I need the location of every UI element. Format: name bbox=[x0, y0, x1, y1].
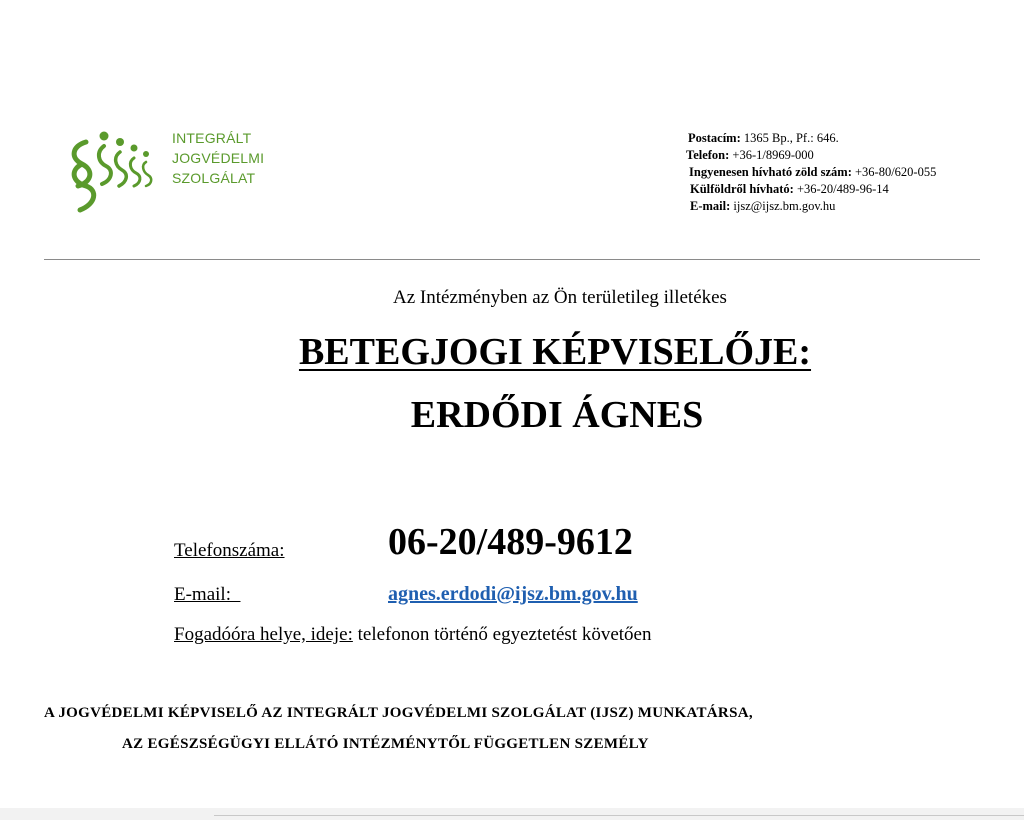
logo-text bbox=[172, 128, 264, 188]
phone-row bbox=[686, 147, 936, 164]
page-title: BETEGJOGI KÉPVISELŐJE: bbox=[298, 331, 812, 373]
notice-line-2: AZ EGÉSZSÉGÜGYI ELLÁTÓ INTÉZMÉNYTŐL FÜGGETLEN SZEMÉLY bbox=[122, 736, 649, 752]
logo-line: JOGVÉDELMI bbox=[172, 150, 265, 166]
email-address-label: E-mail: bbox=[174, 584, 241, 605]
abroad-row bbox=[686, 181, 936, 198]
email-value: ijsz@ijsz.bm.gov.hu bbox=[730, 199, 836, 213]
logo-line: INTEGRÁLT bbox=[172, 130, 252, 146]
email-link[interactable]: agnes.erdodi@ijsz.bm.gov.hu bbox=[388, 583, 638, 605]
page-bottom-line bbox=[214, 815, 1024, 816]
green-number-row bbox=[686, 164, 936, 181]
phone-label: Telefon: bbox=[686, 148, 730, 162]
header-divider bbox=[44, 259, 980, 260]
intro-text: Az Intézményben az Ön területileg illetékes bbox=[393, 287, 727, 308]
phone-number-value: 06-20/489-9612 bbox=[388, 521, 633, 563]
representative-name: ERDŐDI ÁGNES bbox=[410, 394, 704, 436]
green-number-label: Ingyenesen hívható zöld szám: bbox=[689, 165, 852, 179]
contact-block bbox=[686, 130, 936, 215]
office-hours-label: Fogadóóra helye, ideje: bbox=[174, 624, 353, 645]
logo-line: SZOLGÁLAT bbox=[172, 170, 256, 186]
ijsz-logo bbox=[64, 124, 264, 216]
email-row bbox=[686, 198, 936, 215]
abroad-value: +36-20/489-96-14 bbox=[793, 182, 889, 196]
notice-line-1: A JOGVÉDELMI KÉPVISELŐ AZ INTEGRÁLT JOGVÉDELMI SZOLGÁLAT (IJSZ) MUNKATÁRSA, bbox=[44, 705, 753, 721]
office-hours-value: telefonon történő egyeztetést követően bbox=[352, 624, 652, 645]
postal-row bbox=[686, 130, 936, 147]
email-label: E-mail: bbox=[690, 199, 731, 213]
phone-number-label: Telefonszáma: bbox=[174, 540, 285, 561]
green-number-value: +36-80/620-055 bbox=[851, 165, 937, 179]
office-hours-row bbox=[174, 624, 651, 646]
section-sign-people-logo-icon bbox=[64, 124, 164, 216]
abroad-label: Külföldről hívható: bbox=[690, 182, 794, 196]
page-bottom-edge bbox=[0, 808, 1024, 820]
postal-label: Postacím: bbox=[688, 131, 741, 145]
postal-value: 1365 Bp., Pf.: 646. bbox=[740, 131, 839, 145]
phone-value: +36-1/8969-000 bbox=[729, 148, 814, 162]
